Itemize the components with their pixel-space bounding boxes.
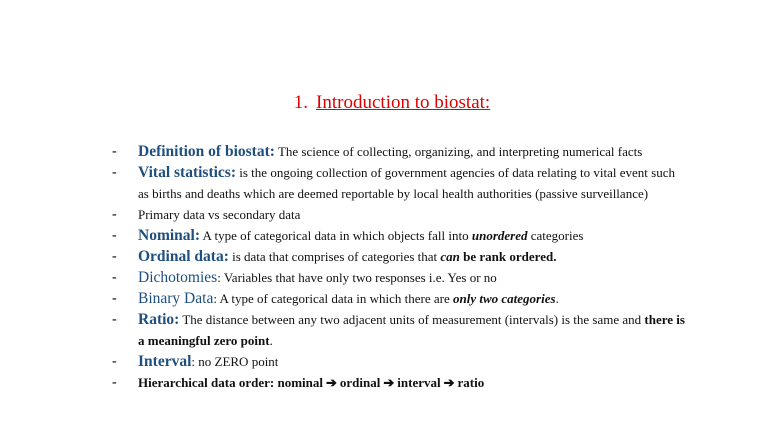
item-text: is the ongoing collection of government agencies of data relating to vital event such as births and deaths which are deemed reportable by local health authorities (passive surveillance) — [138, 165, 675, 201]
bullet-dash: - — [112, 165, 117, 180]
item-text-after: categories — [530, 228, 584, 243]
item-text: is data that comprises of categories that — [232, 249, 438, 264]
bullet-dash: - — [112, 354, 117, 369]
term-label: Interval — [138, 353, 192, 370]
term-label: Definition of biostat: — [138, 143, 275, 160]
section-number: 1. — [293, 92, 309, 113]
item-text-after: . — [269, 333, 273, 348]
list-item-binary-data — [112, 288, 687, 309]
bullet-dash: - — [112, 249, 117, 264]
list-item-nominal — [112, 225, 687, 246]
bullet-dash: - — [112, 207, 117, 222]
item-text: The science of collecting, organizing, and interpreting numerical facts — [277, 144, 643, 159]
item-text: Primary data vs secondary data — [138, 207, 301, 222]
hierarchy-step: nominal — [277, 375, 323, 390]
hierarchy-lead: Hierarchical data order: — [138, 375, 275, 390]
section-title-text: Introduction to biostat: — [316, 92, 491, 113]
item-text-after: be rank ordered. — [463, 249, 557, 264]
list-item-dichotomies — [112, 267, 687, 288]
list-item-primary-secondary — [112, 204, 687, 225]
emphasis-text: only two categories — [453, 291, 556, 306]
strong-text: there is a meaningful zero point — [138, 312, 685, 348]
list-item-vital-statistics — [112, 162, 687, 204]
emphasis-text: unordered — [471, 228, 528, 243]
term-label: Dichotomies — [138, 269, 218, 286]
item-text-after: . — [555, 291, 559, 306]
bullet-dash: - — [112, 228, 117, 243]
item-text: : Variables that have only two responses i.e. Yes or no — [217, 270, 497, 285]
term-label: Nominal: — [138, 227, 200, 244]
emphasis-text: can — [440, 249, 460, 264]
bullet-dash: - — [112, 270, 117, 285]
item-text: : no ZERO point — [191, 354, 279, 369]
item-text: A type of categorical data in which objects fall into — [202, 228, 469, 243]
list-item-ordinal — [112, 246, 687, 267]
item-text: The distance between any two adjacent units of measurement (intervals) is the same and — [182, 312, 642, 327]
hierarchy-step: ordinal — [339, 375, 381, 390]
bullet-list — [112, 141, 687, 393]
hierarchy-step: interval — [397, 375, 441, 390]
item-text: : A type of categorical data in which there are — [213, 291, 450, 306]
term-label: Binary Data — [138, 290, 214, 307]
list-item-hierarchical-order — [112, 372, 687, 393]
bullet-dash: - — [112, 312, 117, 327]
bullet-dash: - — [112, 144, 117, 159]
bullet-dash: - — [112, 291, 117, 306]
list-item-ratio — [112, 309, 687, 351]
right-arrow-icon: ➔ — [383, 375, 395, 390]
right-arrow-icon: ➔ — [326, 375, 337, 390]
bullet-dash: - — [112, 375, 117, 390]
term-label: Ratio: — [138, 311, 180, 328]
list-item-interval — [112, 351, 687, 372]
section-title — [0, 92, 784, 114]
right-arrow-icon: ➔ — [443, 375, 455, 390]
list-item-definition — [112, 141, 687, 162]
term-label: Ordinal data: — [138, 248, 229, 265]
hierarchy-step: ratio — [457, 375, 485, 390]
term-label: Vital statistics: — [138, 164, 237, 181]
